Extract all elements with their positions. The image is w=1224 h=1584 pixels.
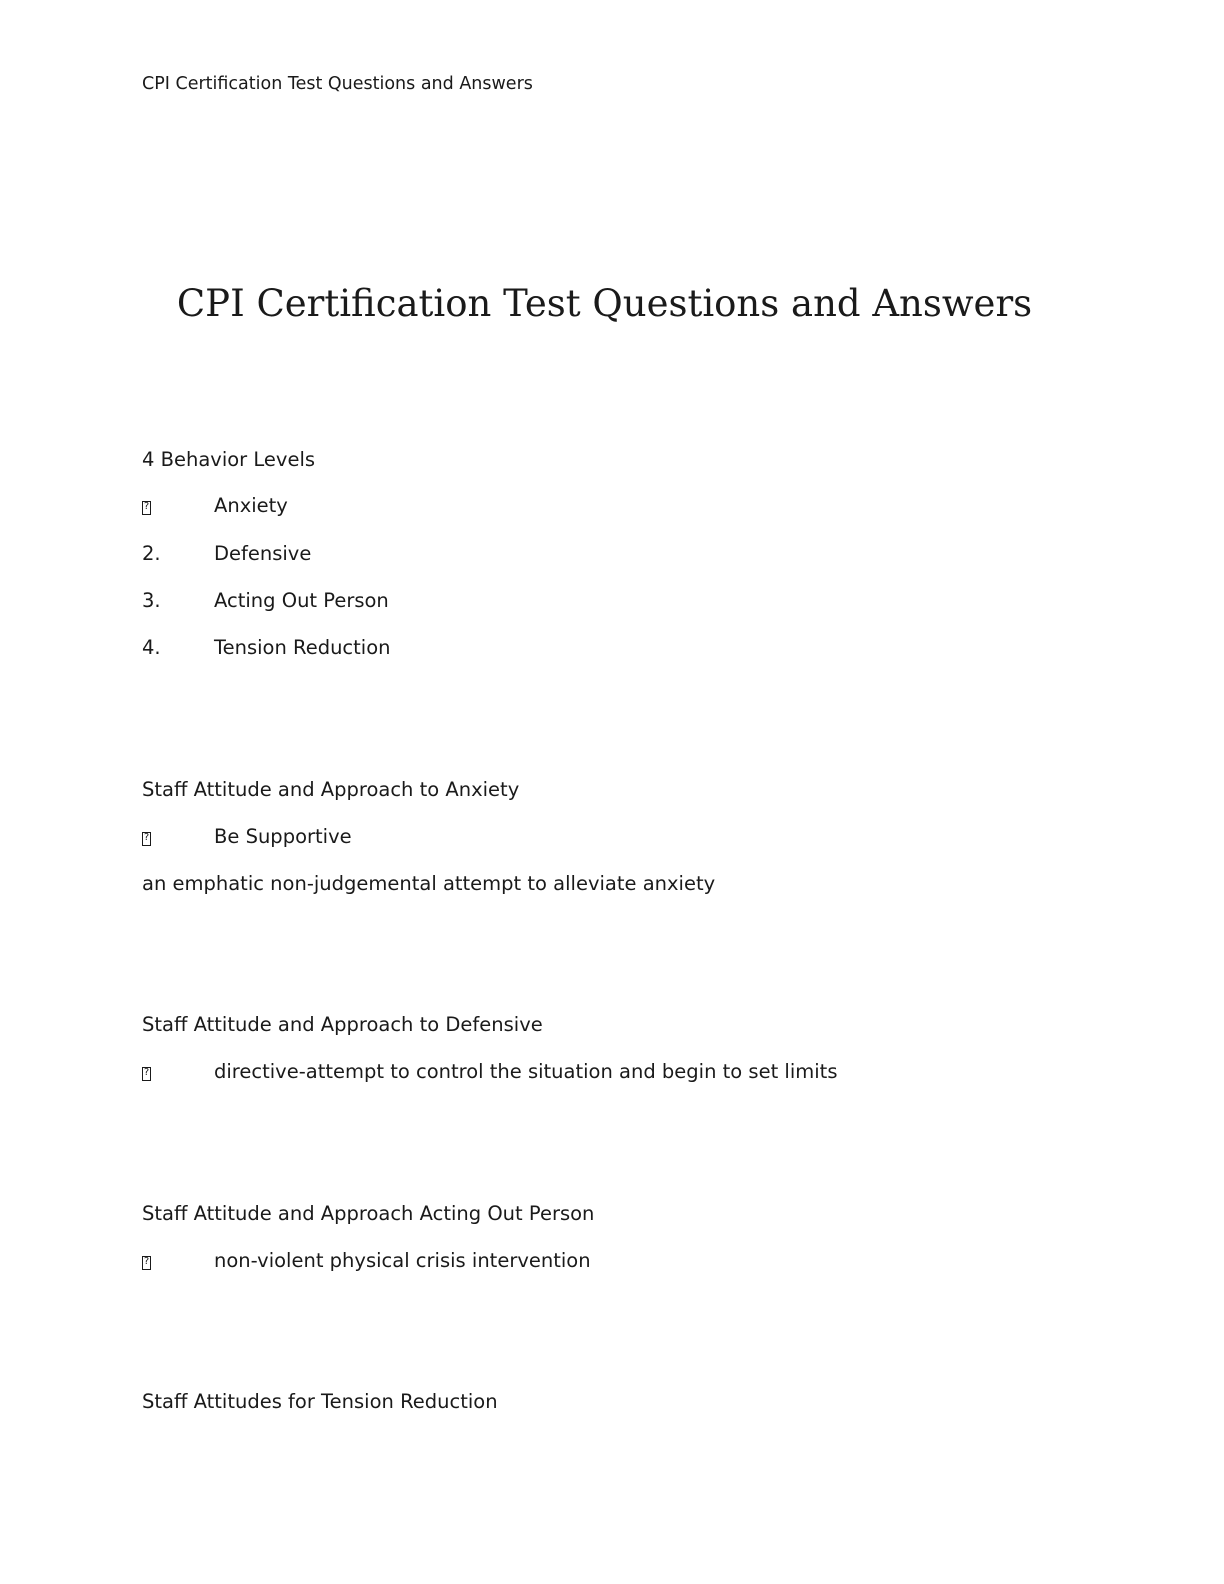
list-item-text: Acting Out Person	[214, 589, 389, 612]
list-marker: 4.	[142, 636, 161, 659]
list-marker: 3.	[142, 589, 161, 612]
missing-glyph-box-icon	[142, 1067, 151, 1081]
missing-glyph-box-icon	[142, 832, 151, 846]
list-marker	[142, 496, 151, 519]
list-item-text: Defensive	[214, 542, 312, 565]
section-heading-acting-out: Staff Attitude and Approach Acting Out Person	[142, 1202, 595, 1225]
section-heading-tension-reduction: Staff Attitudes for Tension Reduction	[142, 1390, 498, 1413]
list-item-text: non-violent physical crisis intervention	[214, 1249, 591, 1272]
list-item-text: Be Supportive	[214, 825, 352, 848]
section-note: an emphatic non-judgemental attempt to alleviate anxiety	[142, 872, 716, 895]
list-item-text: Tension Reduction	[214, 636, 391, 659]
list-marker	[142, 827, 151, 850]
list-item-text: directive-attempt to control the situation and begin to set limits	[214, 1060, 838, 1083]
missing-glyph-box-icon	[142, 1256, 151, 1270]
missing-glyph-box-icon	[142, 501, 151, 515]
list-item-text: Anxiety	[214, 494, 288, 517]
section-heading-anxiety: Staff Attitude and Approach to Anxiety	[142, 778, 520, 801]
list-marker	[142, 1251, 151, 1274]
document-title: CPI Certification Test Questions and Answers	[176, 282, 1033, 325]
list-marker: 2.	[142, 542, 161, 565]
section-heading-behavior-levels: 4 Behavior Levels	[142, 448, 316, 471]
list-marker	[142, 1062, 151, 1085]
section-heading-defensive: Staff Attitude and Approach to Defensive	[142, 1013, 543, 1036]
running-header: CPI Certification Test Questions and Answers	[142, 74, 533, 94]
